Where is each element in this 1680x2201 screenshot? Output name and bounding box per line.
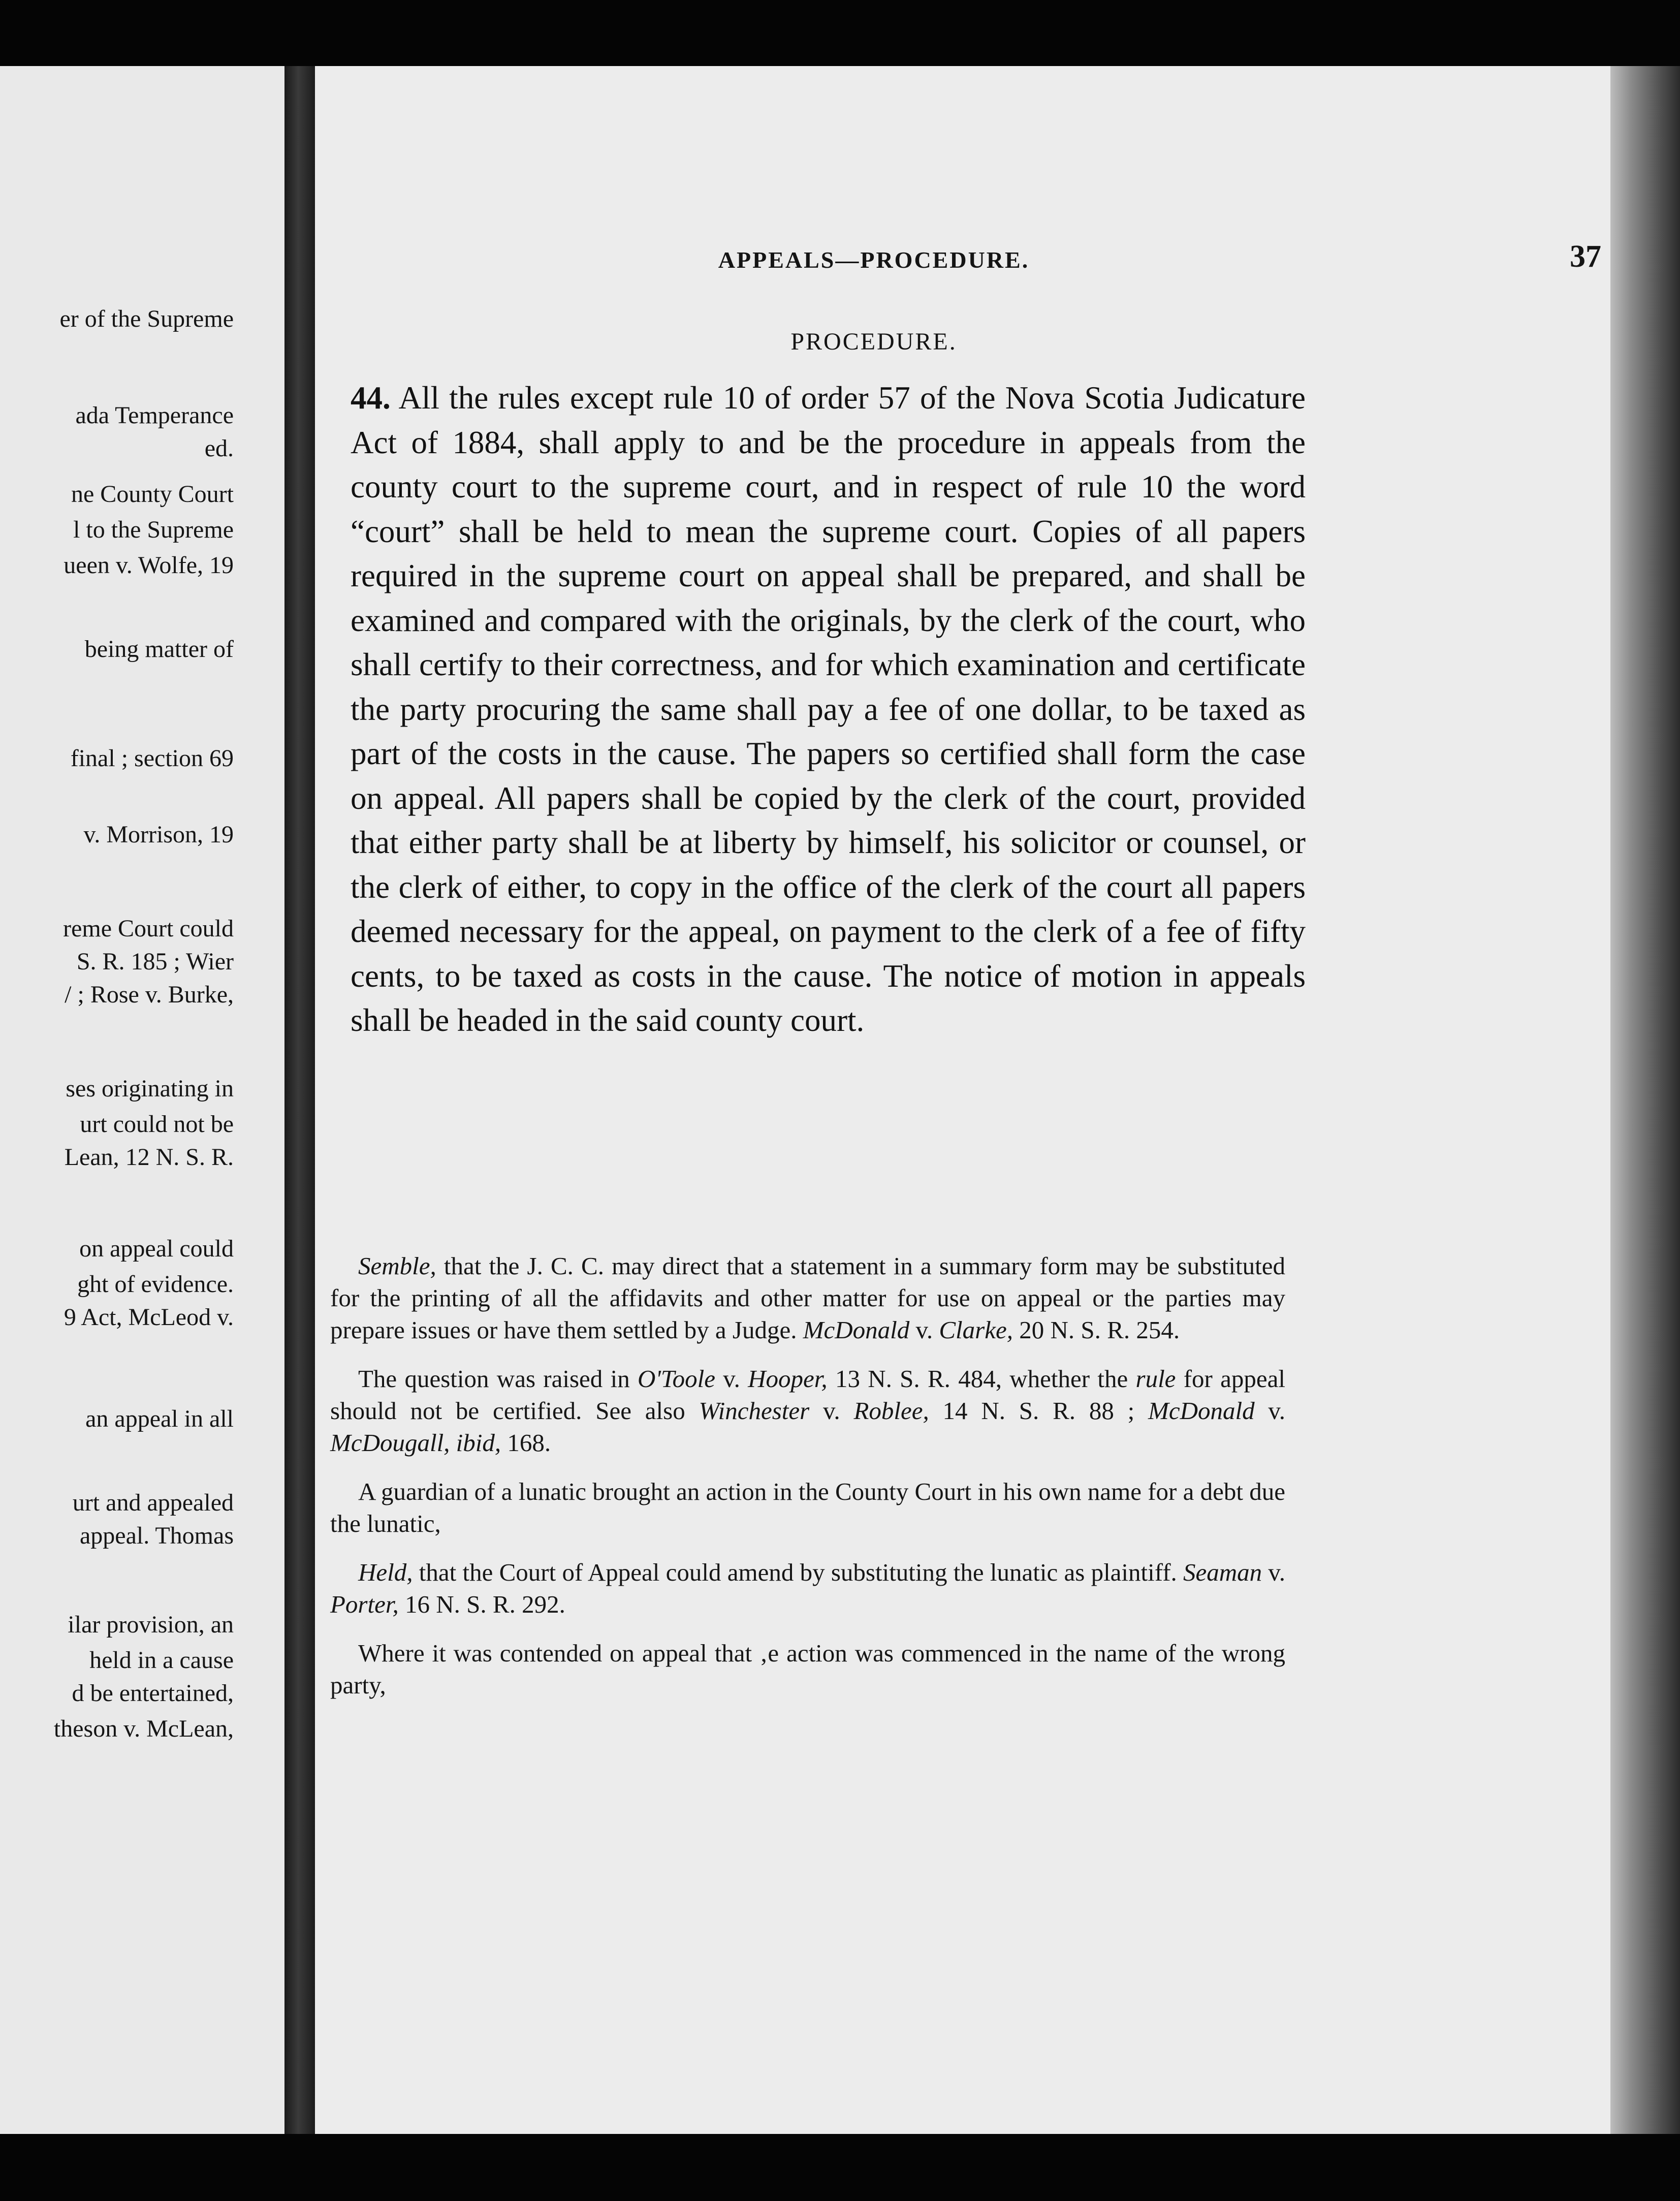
section-body: All the rules except rule 10 of order 57 of the Nova Scotia Judicature Act of 1884, shall apply to and be the procedure in appeals from the county court to the supreme court, and in respect of rule 10 the word “court” shall be held to mean the supreme court. Copies of all papers required in the supreme court on appeal shall be prepared, and shall be examined and compared with the originals, by the clerk of the court, who shall certify to their correctness, and for which examination and certificate the party procuring the same shall pay a fee of one dollar, to be taxed as part of the costs in the cause. The papers so certified shall form the case on appeal. All papers shall be copied by the clerk of the court, provided that either party shall be at liberty by himself, his solicitor or counsel, or the clerk of either, to copy in the office of the clerk of the court all papers deemed necessary for the appeal, on payment to the clerk of a fee of fifty cents, to be taxed as costs in the cause. The notice of motion in appeals shall be headed in the said county court. [351, 380, 1306, 1038]
previous-page-fragment [0, 66, 284, 2134]
left-line: ilar provision, an [68, 1611, 234, 1638]
film-border-bottom [0, 2134, 1680, 2201]
page-number: 37 [1570, 239, 1601, 274]
left-line: held in a cause [89, 1647, 234, 1674]
note-wrong-party: Where it was contended on appeal that ‚e action was commenced in the name of the wrong party, [330, 1639, 1285, 1699]
left-line: Lean, 12 N. S. R. [64, 1144, 234, 1171]
left-line: 9 Act, McLeod v. [64, 1304, 234, 1331]
note-guardian: A guardian of a lunatic brought an action in the County Court in his own name for a debt due the lunatic, [330, 1477, 1285, 1537]
left-line: an appeal in all [85, 1405, 234, 1432]
page-edge [1610, 66, 1680, 2134]
left-line: final ; section 69 [70, 745, 234, 772]
left-line: ses originating in [66, 1075, 234, 1102]
page [315, 66, 1610, 2134]
film-border-top [0, 0, 1680, 66]
left-line: ne County Court [71, 481, 234, 508]
left-line: d be entertained, [72, 1680, 234, 1707]
left-line: er of the Supreme [59, 305, 234, 332]
section-number: 44. [351, 380, 391, 416]
running-head: APPEALS—PROCEDURE. [718, 247, 1030, 273]
note-semble: Semble, that the J. C. C. may direct that a statement in a summary form may be substituted for the printing of all the affidavits and other matter for use on appeal or the parties may prepare issues or have them settled by a Judge. McDonald v. Clarke, 20 N. S. R. 254. [330, 1252, 1285, 1344]
left-line: v. Morrison, 19 [83, 821, 234, 848]
left-line: reme Court could [63, 915, 234, 942]
left-line: ueen v. Wolfe, 19 [64, 552, 234, 579]
note-otoole: The question was raised in O'Toole v. Hooper, 13 N. S. R. 484, whether the rule for appeal should not be certified. See also Winchester v. Roblee, 14 N. S. R. 88 ; McDonald v. McDougall, ibid, 168. [330, 1365, 1286, 1457]
page-gutter [284, 66, 315, 2134]
left-line: urt and appealed [72, 1489, 234, 1516]
left-line: / ; Rose v. Burke, [65, 981, 234, 1008]
left-line: ada Temperance [75, 402, 234, 429]
left-line: on appeal could [79, 1235, 234, 1262]
left-line: l to the Supreme [73, 516, 234, 543]
left-line: ed. [204, 435, 234, 462]
left-line: being matter of [84, 636, 234, 663]
left-line: urt could not be [80, 1111, 234, 1138]
note-held: Held, that the Court of Appeal could amend by substituting the lunatic as plaintiff. Seaman v. Porter, 16 N. S. R. 292. [330, 1558, 1285, 1618]
left-line: S. R. 185 ; Wier [76, 948, 234, 975]
section-44-text [351, 376, 1306, 1043]
left-line: appeal. Thomas [79, 1522, 234, 1549]
annotations [330, 1250, 1285, 1718]
left-line: ght of evidence. [77, 1271, 234, 1298]
section-heading: PROCEDURE. [790, 328, 957, 355]
left-line: theson v. McLean, [53, 1715, 234, 1742]
